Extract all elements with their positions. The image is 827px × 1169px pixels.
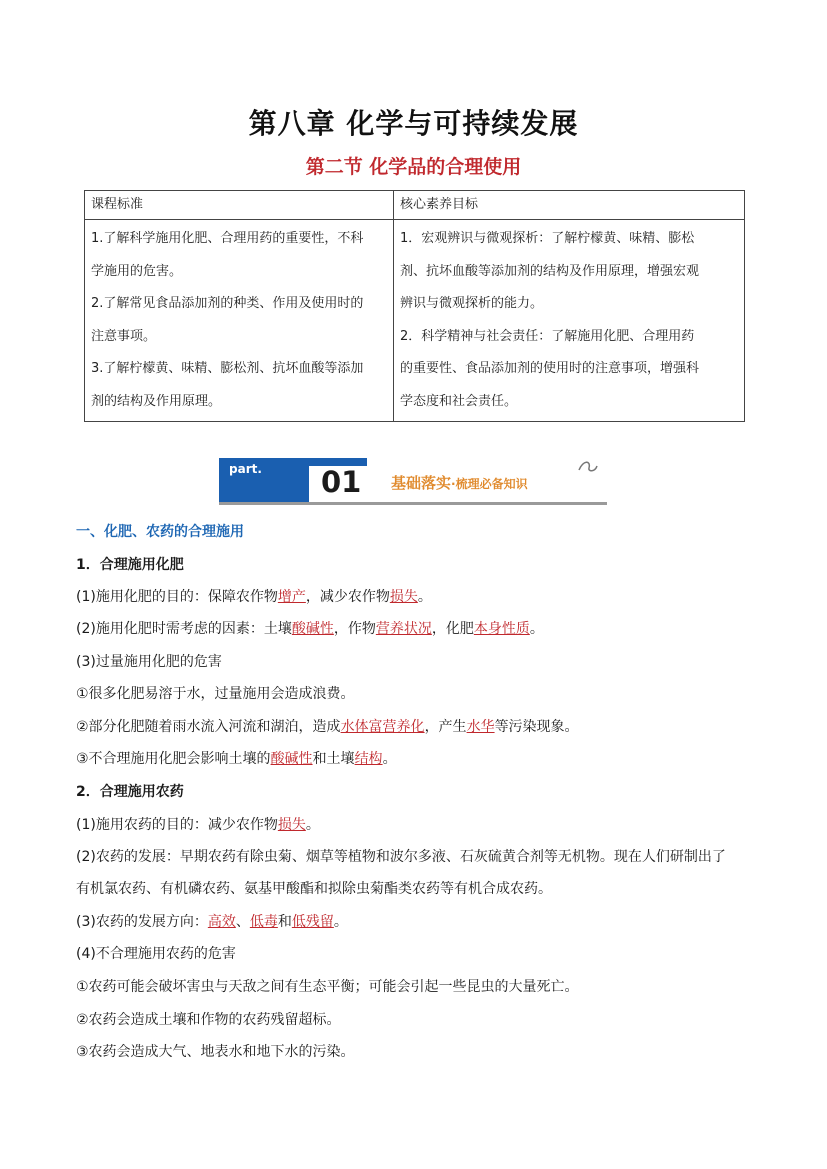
table-header-row <box>85 191 745 220</box>
cell-line: 学态度和社会责任。 <box>400 393 518 409</box>
cell-line: 1．宏观辨识与微观探析：了解柠檬黄、味精、膨松 <box>400 231 695 246</box>
cell-line: 2．科学精神与社会责任：了解施用化肥、合理用药 <box>400 328 695 344</box>
heading-pesticide: 2．合理施用农药 <box>76 784 184 800</box>
banner-title-sub: ·梳理必备知识 <box>451 477 528 491</box>
fert-harm-3: ③不合理施用化肥会影响土壤的酸碱性和土壤结构。 <box>76 751 397 767</box>
heading-fertilizer: 1．合理施用化肥 <box>76 557 184 573</box>
table-head-course-standard: 课程标准 <box>85 191 394 220</box>
banner-underline <box>219 502 607 505</box>
swirl-icon <box>577 458 599 476</box>
banner-part-label: part. <box>229 462 262 476</box>
cell-line: 辨识与微观探析的能力。 <box>400 296 544 311</box>
cell-line: 学施用的危害。 <box>91 263 183 279</box>
table-row <box>85 220 745 422</box>
heading-fertilizer-pesticide: 一、化肥、农药的合理施用 <box>76 524 244 540</box>
part-banner <box>219 456 609 508</box>
cell-line: 注意事项。 <box>91 328 157 344</box>
cell-line: 剂、抗坏血酸等添加剂的结构及作用原理，增强宏观 <box>400 263 700 279</box>
fert-factors: (2)施用化肥时需考虑的因素：土壤酸碱性，作物营养状况，化肥本身性质。 <box>76 621 544 637</box>
cell-line: 3.了解柠檬黄、味精、膨松剂、抗坏血酸等添加 <box>91 361 364 376</box>
standards-table <box>84 190 745 422</box>
fert-harm-1: ①很多化肥易溶于水，过量施用会造成浪费。 <box>76 686 355 702</box>
table-head-core-literacy: 核心素养目标 <box>394 191 745 220</box>
banner-number: 01 <box>321 465 362 499</box>
course-standard-cell <box>85 220 394 422</box>
pest-harm-3: ③农药会造成大气、地表水和地下水的污染。 <box>76 1044 355 1060</box>
fert-harm-2: ②部分化肥随着雨水流入河流和湖泊，造成水体富营养化，产生水华等污染现象。 <box>76 719 579 735</box>
pest-harm-2: ②农药会造成土壤和作物的农药残留超标。 <box>76 1012 341 1028</box>
cell-line: 剂的结构及作用原理。 <box>91 393 222 409</box>
pest-purpose: (1)施用农药的目的：减少农作物损失。 <box>76 817 320 833</box>
cell-line: 2.了解常见食品添加剂的种类、作用及使用时的 <box>91 296 364 311</box>
fert-purpose: (1)施用化肥的目的：保障农作物增产，减少农作物损失。 <box>76 589 432 605</box>
pest-harm-heading: (4)不合理施用农药的危害 <box>76 946 236 962</box>
fert-harm-heading: (3)过量施用化肥的危害 <box>76 654 222 670</box>
core-literacy-cell <box>394 220 745 422</box>
banner-title-main: 基础落实 <box>391 474 452 492</box>
chapter-title: 第八章 化学与可持续发展 <box>248 107 579 140</box>
pest-development-2: 有机氯农药、有机磷农药、氨基甲酸酯和拟除虫菊酯类农药等有机合成农药。 <box>76 881 552 897</box>
pest-direction: (3)农药的发展方向：高效、低毒和低残留。 <box>76 914 348 930</box>
pest-harm-1: ①农药可能会破坏害虫与天敌之间有生态平衡；可能会引起一些昆虫的大量死亡。 <box>76 979 579 995</box>
section-title: 第二节 化学品的合理使用 <box>305 156 522 178</box>
cell-line: 的重要性、食品添加剂的使用时的注意事项，增强科 <box>400 361 700 376</box>
banner-title <box>391 472 528 493</box>
cell-line: 1.了解科学施用化肥、合理用药的重要性，不科 <box>91 231 364 246</box>
pest-development-1: (2)农药的发展：早期农药有除虫菊、烟草等植物和波尔多液、石灰硫黄合剂等无机物。现在人们研制出了 <box>76 849 726 865</box>
